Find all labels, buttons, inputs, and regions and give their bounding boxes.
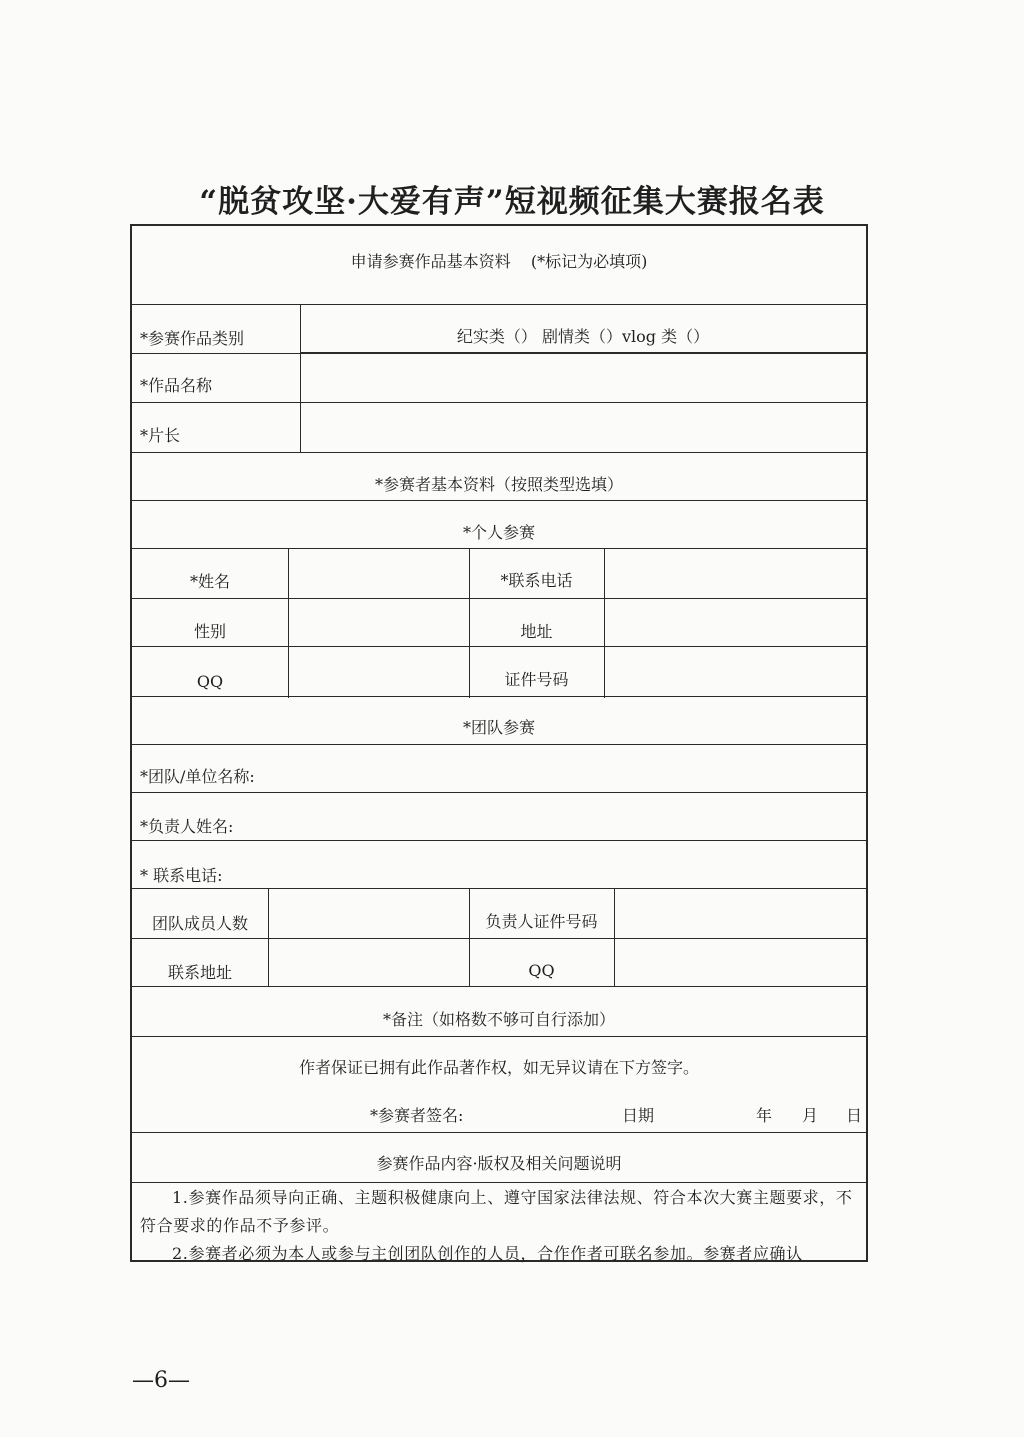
individual-address-label: 地址: [520, 622, 553, 641]
team-address-field[interactable]: [270, 939, 468, 985]
individual-address-field[interactable]: [606, 599, 866, 645]
individual-phone-label: *联系电话: [500, 571, 573, 590]
team-address-label: 联系地址: [167, 963, 232, 982]
row-divider: [132, 1182, 866, 1183]
section-header: [132, 252, 866, 272]
leader-name-field[interactable]: [262, 793, 866, 839]
individual-name-field[interactable]: [290, 549, 468, 597]
remarks-label: *备注（如格数不够可自行添加）: [382, 1010, 615, 1029]
rules-text: [140, 1184, 858, 1268]
row-divider: [132, 696, 866, 697]
work-name-label: *作品名称: [140, 376, 213, 395]
section-header-label: 申请参赛作品基本资料: [350, 252, 511, 271]
form-title: “脱贫攻坚·大爱有声”短视频征集大赛报名表: [199, 184, 825, 220]
category-options[interactable]: 纪实类（） 剧情类（）vlog 类（）: [456, 327, 710, 346]
page-number: —6—: [132, 1368, 190, 1393]
participant-header: *参赛者基本资料（按照类型选填）: [374, 475, 623, 494]
length-label: *片长: [140, 426, 181, 445]
id-number-label: 证件号码: [504, 670, 569, 689]
year-label: 年: [756, 1106, 773, 1125]
individual-qq-label: QQ: [196, 672, 224, 691]
copyright-statement: 作者保证已拥有此作品著作权，如无异议请在下方签字。: [298, 1058, 699, 1077]
col-divider: [268, 888, 269, 986]
team-header: *团队参赛: [462, 718, 535, 737]
team-phone-label: * 联系电话:: [140, 866, 223, 885]
length-field[interactable]: [302, 403, 866, 451]
col-divider: [288, 548, 289, 698]
leader-id-field[interactable]: [616, 889, 866, 937]
team-qq-field[interactable]: [616, 939, 866, 985]
month-label: 月: [802, 1106, 819, 1125]
row-divider: [132, 500, 866, 501]
gender-label: 性别: [193, 622, 226, 641]
registration-form: [130, 224, 868, 1262]
id-number-field[interactable]: [606, 647, 866, 695]
individual-header: *个人参赛: [462, 523, 535, 542]
leader-id-label: 负责人证件号码: [485, 912, 598, 931]
work-name-field[interactable]: [302, 354, 866, 401]
gender-field[interactable]: [290, 599, 468, 645]
row-divider: [132, 452, 866, 453]
signature-field[interactable]: [482, 1098, 612, 1128]
category-label: *参赛作品类别: [140, 329, 245, 348]
row-divider: [132, 1036, 866, 1037]
individual-phone-field[interactable]: [606, 549, 866, 597]
row-divider: [132, 304, 866, 305]
team-qq-label: QQ: [528, 961, 555, 980]
members-field[interactable]: [270, 889, 468, 937]
individual-name-label: *姓名: [189, 572, 230, 591]
date-label: 日期: [622, 1106, 655, 1125]
col-divider: [604, 548, 605, 698]
section-header-note: (*标记为必填项): [530, 252, 648, 271]
team-org-field[interactable]: [282, 745, 866, 791]
rules-header: 参赛作品内容·版权及相关问题说明: [376, 1154, 622, 1173]
rule-item-1: 1.参赛作品须导向正确、主题积极健康向上、遵守国家法律法规、符合本次大赛主题要求，不符合要求的作品不予参评。: [140, 1188, 853, 1235]
team-org-label: *团队/单位名称:: [140, 767, 255, 786]
row-divider: [132, 986, 866, 987]
team-phone-field[interactable]: [252, 841, 866, 887]
row-divider: [132, 1132, 866, 1133]
col-divider: [614, 888, 615, 986]
individual-qq-field[interactable]: [290, 647, 468, 695]
leader-name-label: *负责人姓名:: [140, 817, 234, 836]
rule-item-2: 2.参赛者必须为本人或参与主创团队创作的人员，合作作者可联名参加。参赛者应确认: [172, 1244, 803, 1263]
members-label: 团队成员人数: [151, 914, 248, 933]
signature-label: *参赛者签名:: [370, 1106, 464, 1125]
day-label: 日: [846, 1106, 863, 1125]
